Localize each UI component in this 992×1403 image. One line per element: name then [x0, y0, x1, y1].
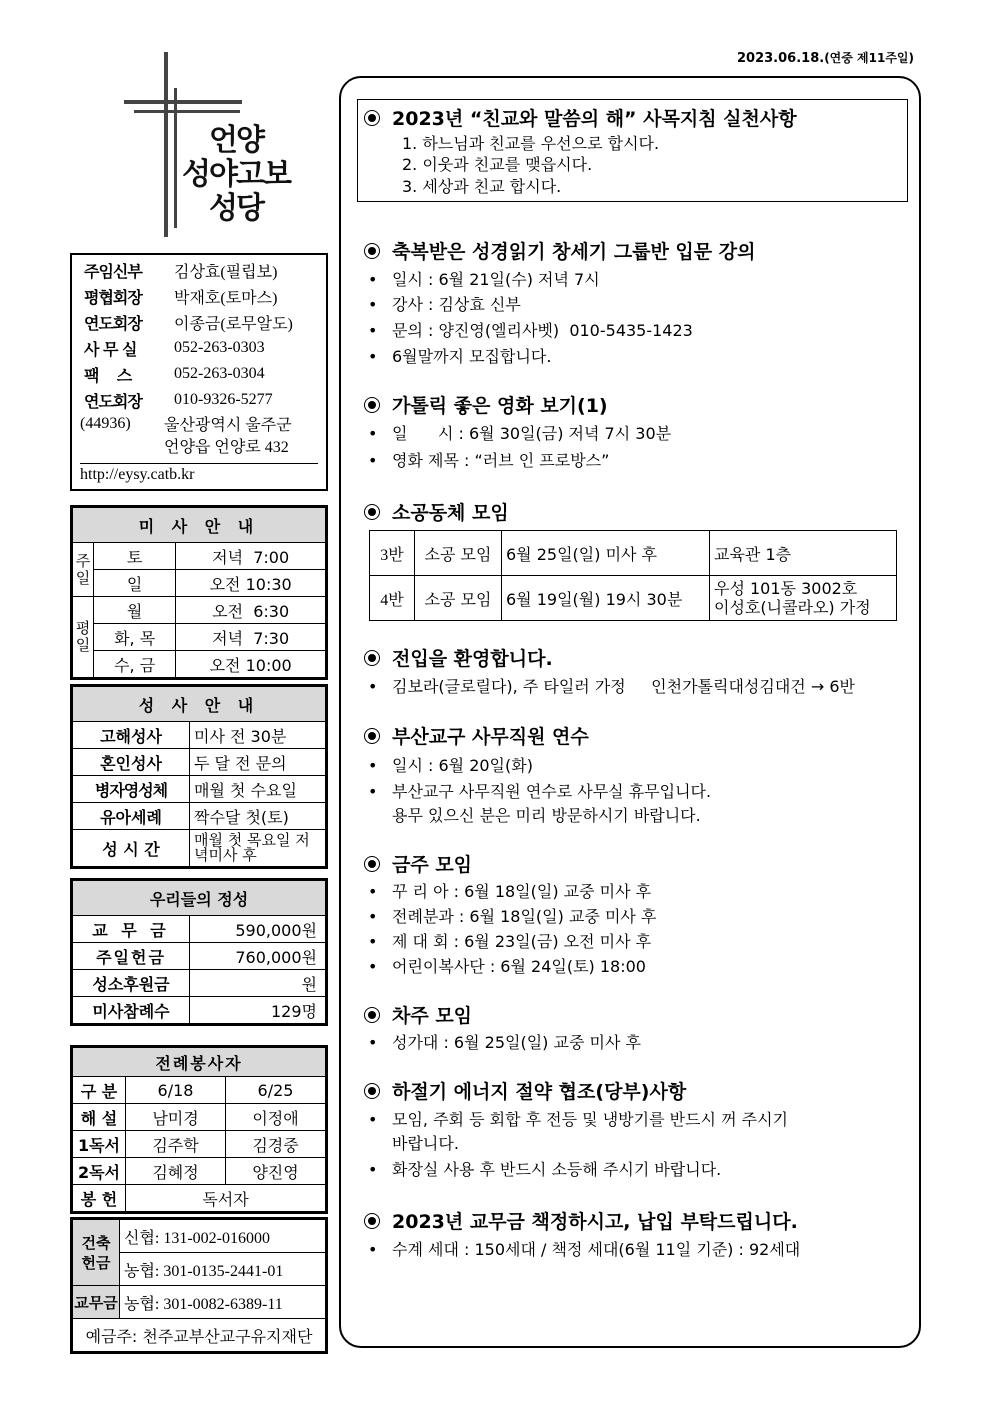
offering-box	[70, 878, 328, 1026]
address: (44936) 울산광역시 울주군 언양읍 언양로 432	[80, 415, 292, 456]
cross-bar	[174, 88, 177, 228]
offering-table: 우리들의 정성 교 무 금 590,000원 주일헌금 760,000원 성소후원금 원 미사참례수 129명	[72, 880, 326, 1024]
plan-item: 3. 세상과 친교 합시다.	[402, 177, 562, 196]
list-item-continued: 용무 있으신 분은 미리 방문하시기 바랍니다.	[392, 806, 701, 825]
bullet-circle-icon	[364, 1213, 380, 1229]
list-item: • 일시 : 6월 20일(화)	[368, 756, 533, 775]
section-title: 가톨릭 좋은 영화 보기(1)	[364, 391, 608, 418]
section-title: 차주 모임	[364, 1001, 472, 1028]
list-item: • 일시 : 6월 21일(수) 저녁 7시	[368, 270, 600, 289]
parish-info-box	[70, 253, 328, 491]
info-row: 사 무 실 052-263-0303	[84, 339, 265, 359]
cross-bar	[134, 110, 240, 113]
parish-info-table	[80, 257, 318, 413]
list-item: • 6월말까지 모집합니다.	[368, 347, 552, 366]
section-title: 하절기 에너지 절약 협조(당부)사항	[364, 1077, 686, 1104]
mass-table: 미 사 안 내 주일 토 저녁 7:00 일 오전 10:30 평일 월 오전 6:30 화, 목 저녁 7:30 수, 금 오전 10:00	[72, 507, 326, 678]
pastoral-plan-title: 2023년 “친교와 말씀의 해” 사목지침 실천사항	[364, 104, 797, 131]
mass-schedule-box	[70, 505, 328, 680]
cross-bar	[124, 100, 242, 104]
plan-item: 2. 이웃과 친교를 맺읍시다.	[402, 155, 593, 174]
bullet-circle-icon	[364, 650, 380, 666]
bullet-circle-icon	[364, 1007, 380, 1023]
week-text: (연중 제11주일)	[824, 51, 914, 65]
sacrament-box	[70, 684, 328, 869]
sacrament-table: 성 사 안 내 고해성사 미사 전 30분 혼인성사 두 달 전 문의 병자영성체 매월 첫 수요일 유아세례 짝수달 첫(토) 성 시 간 매월 첫 목요일 저녁미사 후	[72, 686, 326, 867]
bullet-circle-icon	[364, 504, 380, 520]
list-item: • 꾸 리 아 : 6월 18일(일) 교중 미사 후	[368, 882, 652, 901]
info-row: 평협회장 박재호(토마스)	[84, 287, 278, 307]
list-item: • 성가대 : 6월 25일(일) 교중 미사 후	[368, 1033, 641, 1052]
table-row: 4반 소공 모임 6월 19일(월) 19시 30분 우성 101동 3002호 이성호(니콜라오) 가정	[370, 576, 897, 621]
list-item: • 화장실 사용 후 반드시 소등해 주시기 바랍니다.	[368, 1160, 722, 1179]
accounts-table: 건축헌금 신협: 131-002-016000 농협: 301-0135-2441-01 교무금 농협: 301-0082-6389-11 예금주: 천주교부산교구유지재단	[72, 1219, 326, 1352]
bullet-circle-icon	[364, 397, 380, 413]
bullet-circle-icon	[364, 728, 380, 744]
list-item-continued: 바랍니다.	[392, 1134, 459, 1153]
list-item: • 일 시 : 6월 30일(금) 저녁 7시 30분	[368, 424, 672, 443]
bullet-circle-icon	[364, 1083, 380, 1099]
section-title: 금주 모임	[364, 850, 472, 877]
list-item: • 제 대 회 : 6월 23일(금) 오전 미사 후	[368, 932, 652, 951]
table-row: 3반 소공 모임 6월 25일(일) 미사 후 교육관 1층	[370, 531, 897, 576]
plan-item: 1. 하느님과 친교를 우선으로 합시다.	[402, 134, 660, 153]
section-title: 축복받은 성경읽기 창세기 그룹반 입문 강의	[364, 237, 755, 264]
list-item: • 김보라(글로릴다), 주 타일러 가정 인천가톨릭대성김대건 → 6반	[368, 677, 855, 696]
list-item: • 부산교구 사무직원 연수로 사무실 휴무입니다.	[368, 782, 712, 801]
info-row: 연도회장 010-9326-5277	[84, 391, 273, 411]
section-title: 소공동체 모임	[364, 498, 509, 525]
list-item: • 어린이복사단 : 6월 24일(토) 18:00	[368, 957, 646, 976]
cross-bar	[164, 52, 168, 237]
section-title: 2023년 교무금 책정하시고, 납입 부탁드립니다.	[364, 1207, 798, 1234]
section-title: 전입을 환영합니다.	[364, 644, 553, 671]
list-item: • 모임, 주회 등 회합 후 전등 및 냉방기를 반드시 꺼 주시기	[368, 1110, 788, 1129]
list-item: • 영화 제목 : “러브 인 프로방스”	[368, 451, 610, 470]
bullet-circle-icon	[364, 243, 380, 259]
date-text: 2023.06.18.	[737, 51, 825, 66]
list-item: • 전례분과 : 6월 18일(일) 교중 미사 후	[368, 907, 657, 926]
servers-table: 전례봉사자 구 분 6/18 6/25 해 설 남미경 이정애 1독서 김주학 김경중 2독서 김혜정 양진영 봉 헌 독서자	[72, 1047, 326, 1212]
homepage-link[interactable]: http://eysy.catb.kr	[80, 463, 318, 484]
list-item: • 수계 세대 : 150세대 / 책정 세대(6월 11일 기준) : 92세대	[368, 1240, 801, 1259]
parish-name: 언양 성야고보 성당	[182, 123, 290, 226]
bullet-circle-icon	[364, 110, 380, 126]
bullet-circle-icon	[364, 856, 380, 872]
accounts-box	[70, 1217, 328, 1354]
info-row: 연도회장 이종금(로무알도)	[84, 313, 293, 333]
section-title: 부산교구 사무직원 연수	[364, 722, 589, 749]
parish-logo	[124, 52, 294, 237]
list-item: • 문의 : 양진영(엘리사벳) 010-5435-1423	[368, 321, 693, 340]
list-item: • 강사 : 김상효 신부	[368, 295, 521, 314]
liturgy-servers-box	[70, 1045, 328, 1214]
bulletin-date	[737, 49, 914, 66]
info-row: 주임신부 김상효(필립보)	[84, 261, 278, 281]
info-row: 팩 스 052-263-0304	[84, 365, 265, 385]
small-community-table	[369, 530, 897, 621]
